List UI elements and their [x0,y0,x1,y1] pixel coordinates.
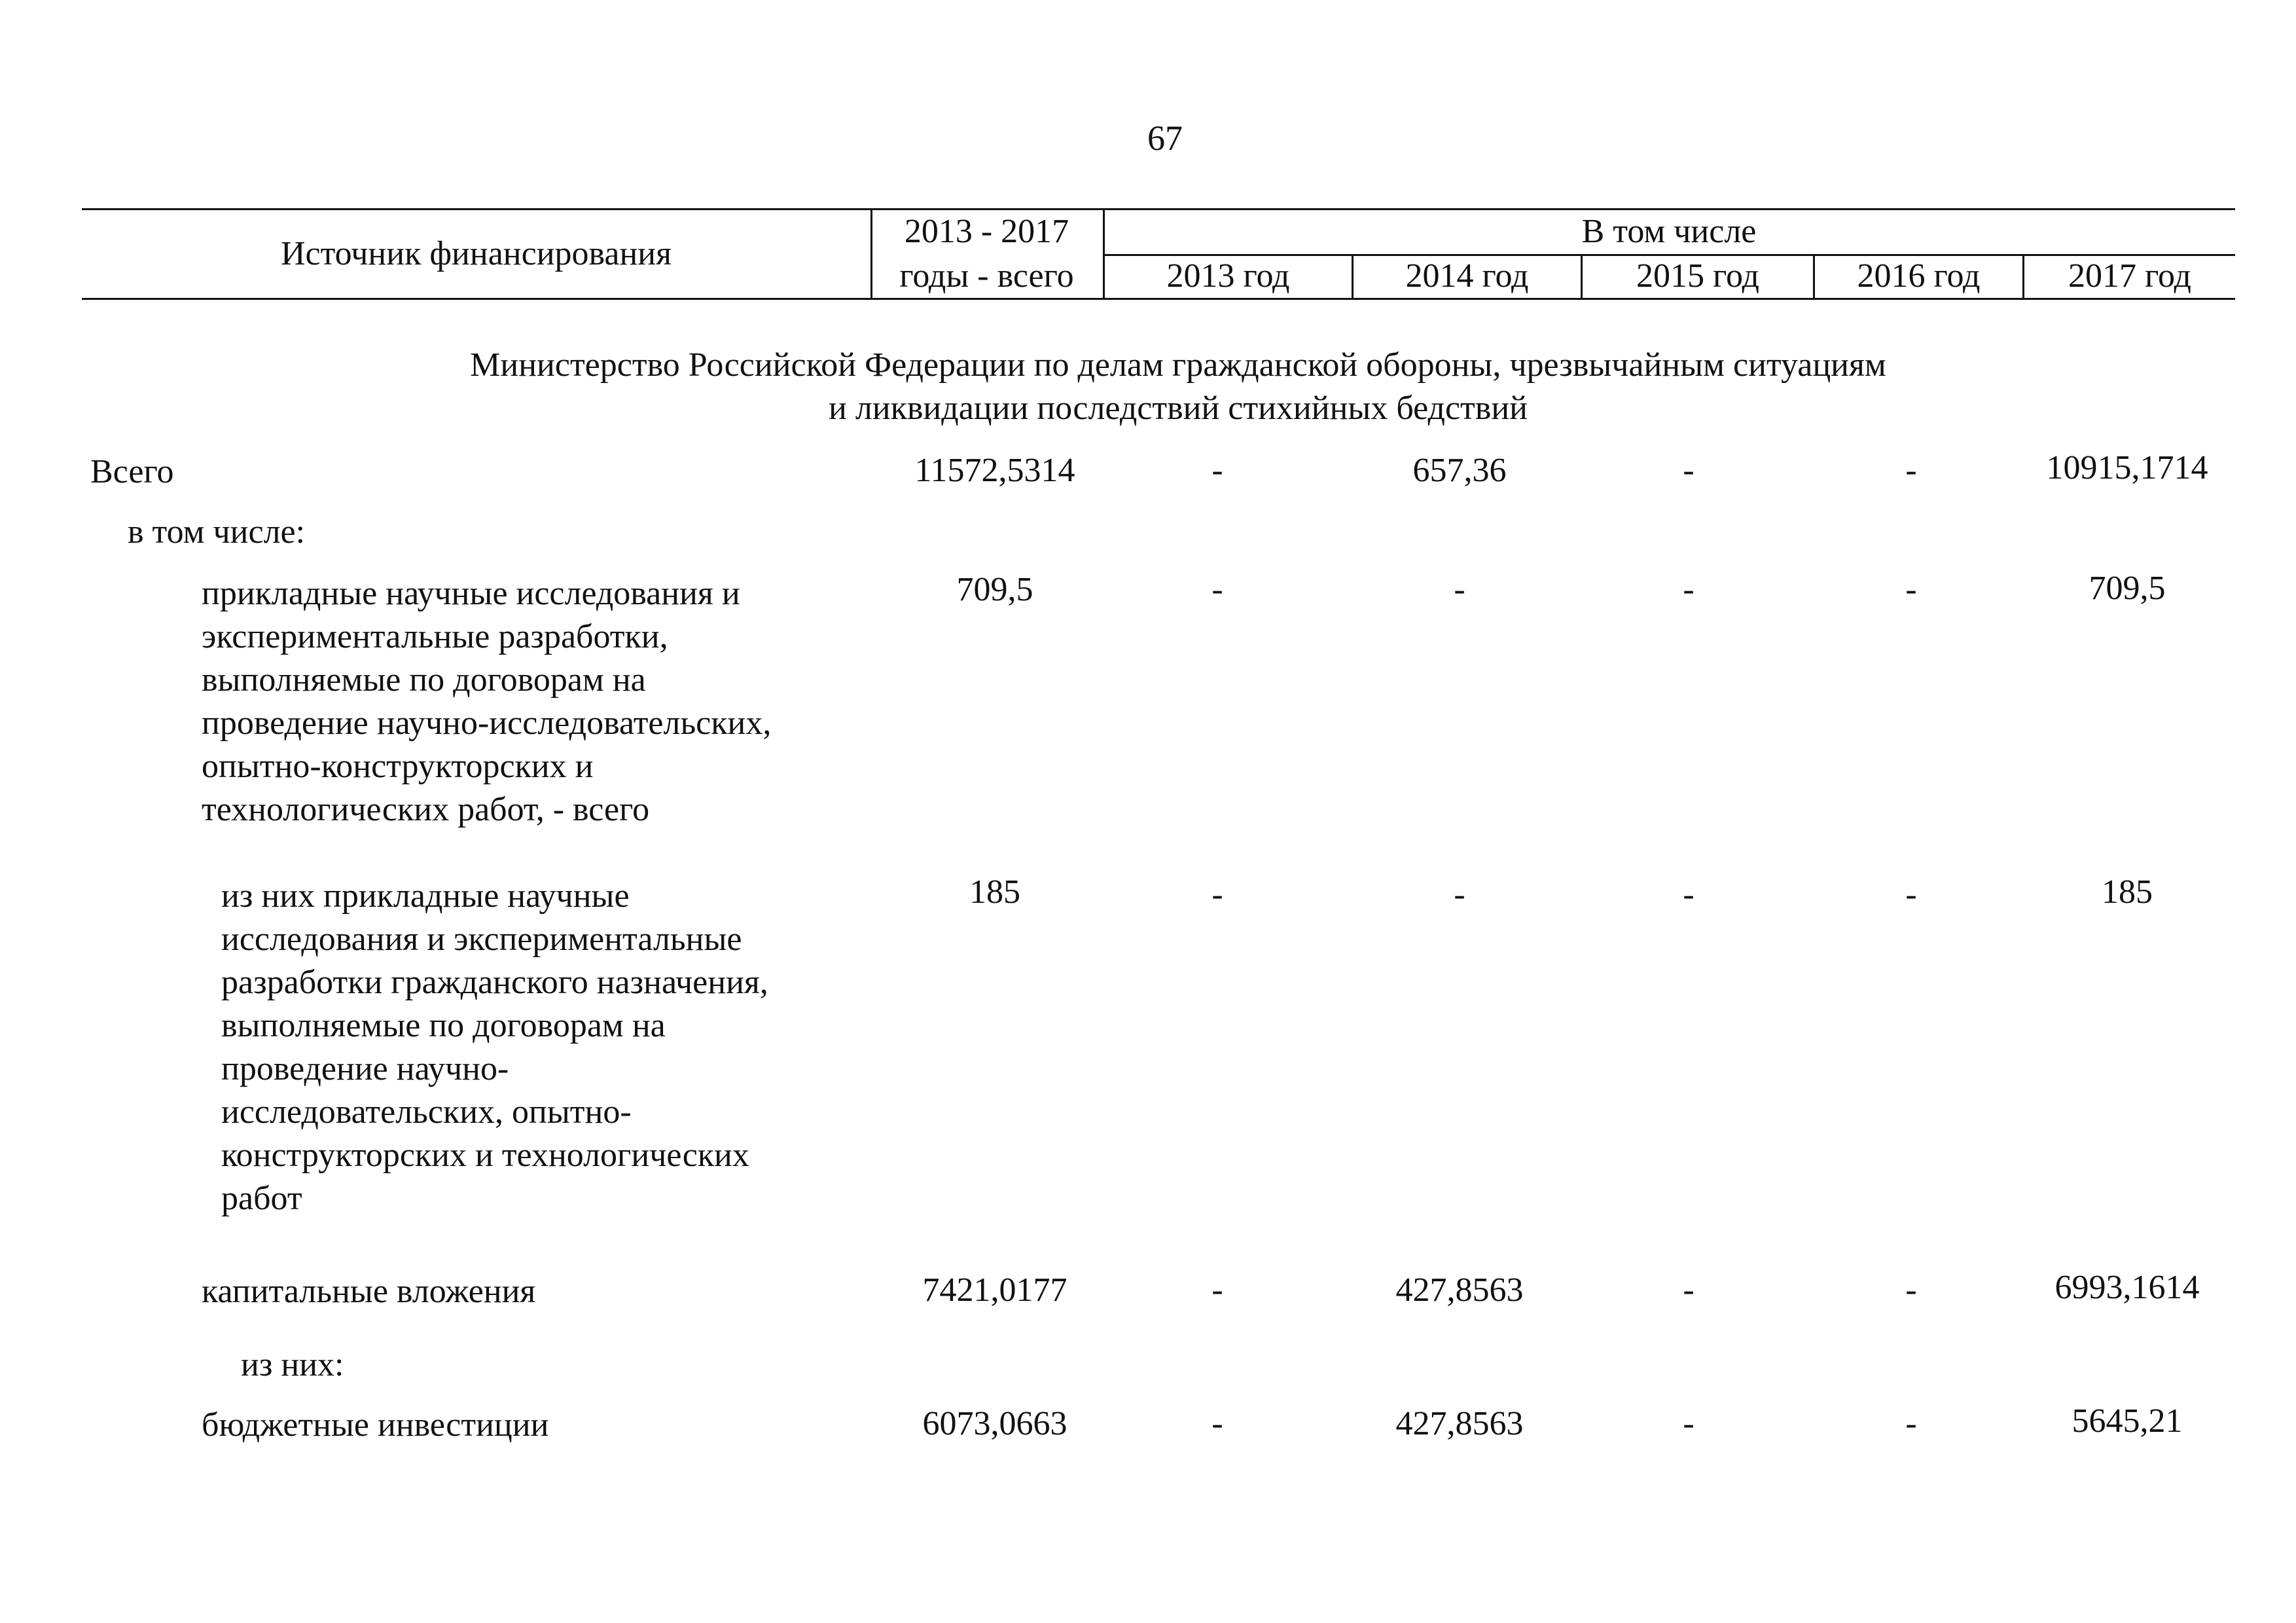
row-applied-research-line: выполняемые по договорам на [202,661,646,699]
header-year-2016: 2016 год [1857,257,1981,295]
row-applied-research-line: опытно-конструкторских и [202,748,594,785]
row-budget-investment-value-2016: - [1905,1405,1917,1442]
row-including-label-line: в том числе: [128,513,306,551]
row-budget-investment-value-2015: - [1683,1405,1695,1442]
ministry-heading-line1: Министерство Российской Федерации по делам гражданской обороны, чрезвычайным ситуациям [470,346,1886,384]
row-civil-research-line: из них прикладные научные [221,877,630,915]
row-civil-research-line: исследовательских, опытно- [221,1093,632,1131]
header-source-label: Источник финансирования [280,235,672,272]
row-applied-research-value-total: 709,5 [956,571,1033,608]
row-civil-research-value-2014: - [1454,876,1465,913]
row-civil-research-value-2017: 185 [2102,873,2153,911]
row-applied-research-line: проведение научно-исследовательских, [202,704,772,742]
row-capital-investment-line: капитальные вложения [202,1273,536,1310]
ministry-heading-line2: и ликвидации последствий стихийных бедствий [829,390,1528,427]
row-capital-investment-value-2013: - [1211,1271,1223,1309]
row-applied-research-line: экспериментальные разработки, [202,618,668,655]
row-civil-research-line: выполняемые по договорам на [221,1007,666,1044]
row-total-value-2017: 10915,1714 [2046,449,2208,486]
row-capital-investment-value-2014: 427,8563 [1395,1271,1524,1309]
row-capital-investment-value-2015: - [1683,1271,1695,1309]
ministry-heading [262,344,2094,430]
row-applied-research-value-2017: 709,5 [2089,570,2166,607]
row-total-label-line: Всего [90,453,174,490]
row-total-value-2014: 657,36 [1412,452,1507,489]
page-number: 67 [1147,119,1183,158]
row-capital-investment-label [202,1270,889,1313]
row-budget-investment-label [202,1404,889,1447]
row-including-label [128,511,848,554]
row-budget-investment-value-2017: 5645,21 [2072,1402,2183,1440]
row-budget-investment-line: бюджетные инвестиции [202,1406,549,1444]
header-top-rule [82,208,2235,210]
header-mid-rule [1103,254,2235,256]
header-total-line1: 2013 - 2017 [904,213,1069,250]
row-civil-research-line: исследования и экспериментальные [221,921,742,958]
row-total-value-total: 11572,5314 [914,452,1075,489]
row-applied-research-line: прикладные научные исследования и [202,575,740,612]
row-civil-research-line: работ [221,1180,302,1217]
row-of-which-line: из них: [241,1346,344,1383]
row-budget-investment-value-total: 6073,0663 [922,1405,1067,1442]
header-year-2014: 2014 год [1405,257,1529,295]
row-capital-investment-value-total: 7421,0177 [922,1271,1067,1309]
row-total-value-2015: - [1683,452,1695,489]
row-capital-investment-value-2016: - [1905,1271,1917,1309]
row-civil-research-value-2015: - [1683,876,1695,913]
row-total-value-2016: - [1905,452,1917,489]
row-applied-research-line: технологических работ, - всего [202,791,650,828]
header-year-2017: 2017 год [2068,257,2191,295]
row-civil-research-value-2013: - [1211,876,1223,913]
row-total-value-2013: - [1211,452,1223,489]
header-including-label: В том числе [1581,213,1757,250]
row-applied-research-value-2014: - [1454,571,1465,608]
row-applied-research-label [202,572,889,831]
row-civil-research-line: разработки гражданского назначения, [221,964,768,1001]
row-applied-research-value-2013: - [1211,571,1223,608]
header-year-2013: 2013 год [1166,257,1290,295]
row-budget-investment-value-2013: - [1211,1405,1223,1442]
row-of-which-label [241,1343,830,1387]
header-bottom-rule [82,298,2235,300]
row-civil-research-label [221,875,889,1220]
row-capital-investment-value-2017: 6993,1614 [2054,1269,2200,1306]
row-civil-research-line: конструкторских и технологических [221,1137,749,1174]
row-applied-research-value-2016: - [1905,571,1917,608]
row-applied-research-value-2015: - [1683,571,1695,608]
row-civil-research-value-total: 185 [969,873,1020,911]
row-total-label [90,450,876,494]
row-budget-investment-value-2014: 427,8563 [1395,1405,1524,1442]
row-civil-research-value-2016: - [1905,876,1917,913]
header-total-line2: годы - всего [899,257,1074,295]
header-year-2015: 2015 год [1636,257,1759,295]
row-civil-research-line: проведение научно- [221,1050,509,1087]
